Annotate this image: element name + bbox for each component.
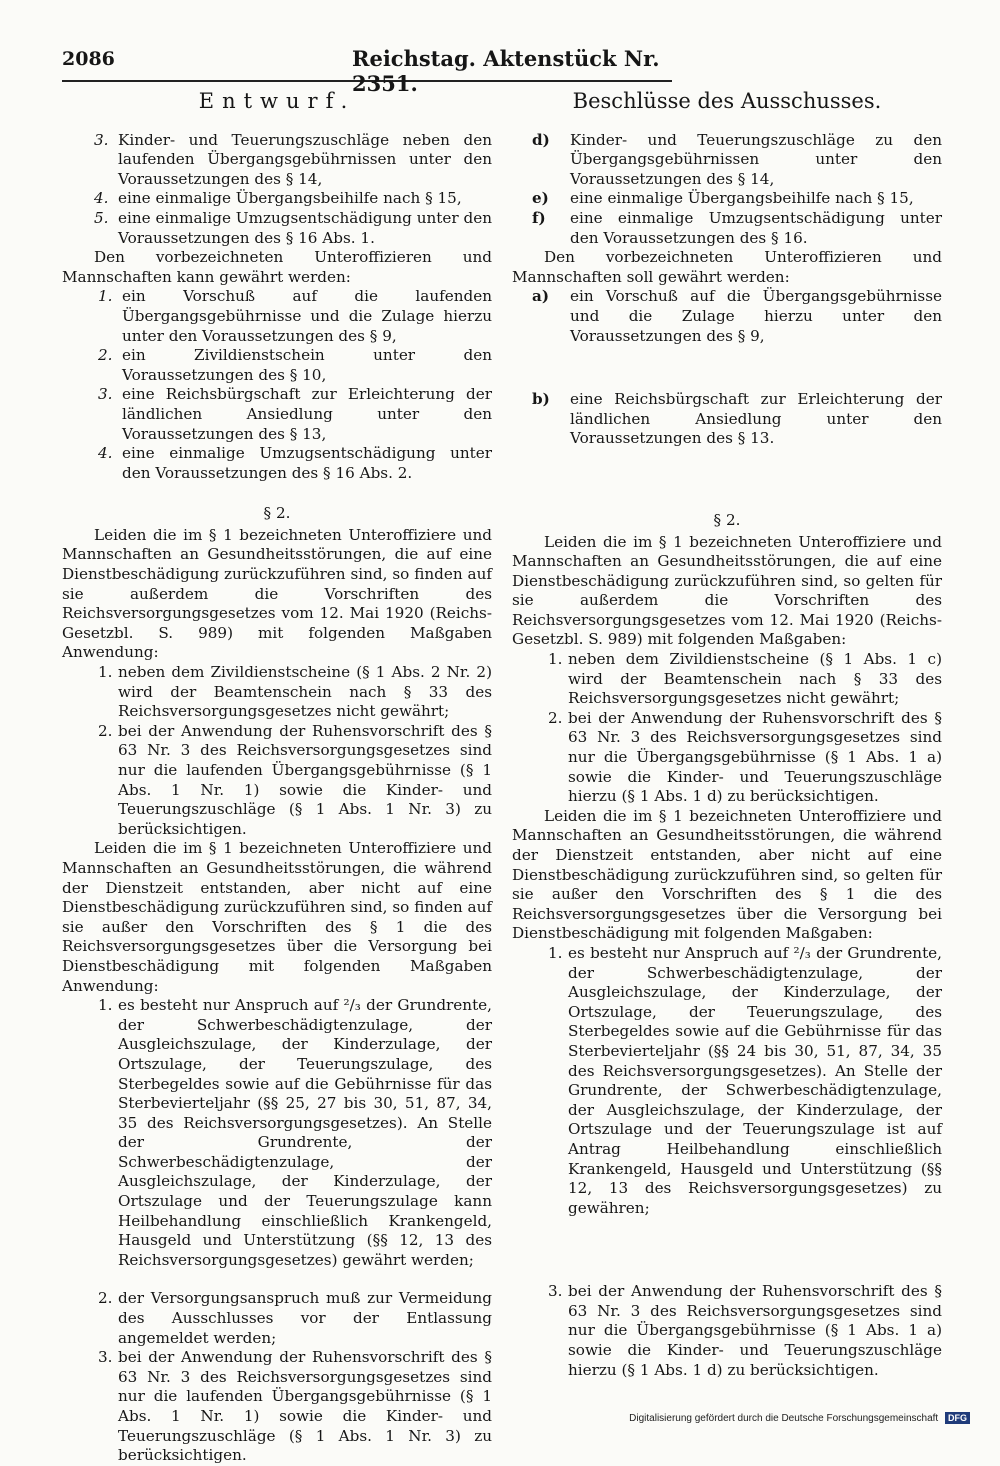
list-item: [512, 709, 942, 807]
paragraph: Den vorbezeichneten Unteroffizieren und Mannschaften soll gewährt werden:: [512, 248, 942, 286]
item-number: 2.: [98, 721, 113, 740]
item-number: e): [532, 189, 549, 208]
left-column-title: Entwurf.: [198, 89, 356, 113]
item-text: bei der Anwendung der Ruhensvorschrift des § 63 Nr. 3 des Reichsversorgungsgesetzes sind nur die laufenden Übergangsgebührnisse (§ 1 Abs. 1 Nr. 1) sowie die Kinder- und Teuerungszuschläge (§ 1 Abs. 1 Nr. 3) zu berücksichtigen.: [118, 721, 492, 838]
item-number: 3.: [98, 385, 113, 404]
item-number: b): [532, 390, 550, 409]
page-header: [62, 46, 672, 96]
credit-text: Digitalisierung gefördert durch die Deutsche Forschungsgemeinschaft: [629, 1413, 939, 1424]
item-number: d): [532, 130, 550, 149]
section-heading: § 2.: [263, 504, 291, 523]
list-item: [62, 385, 492, 444]
item-text: bei der Anwendung der Ruhensvorschrift des § 63 Nr. 3 des Reichsversorgungsgesetzes sind nur die Übergangsgebührnisse (§ 1 Abs. 1 a) sowie die Kinder- und Teuerungszuschläge hierzu (§ 1 Abs. 1 d) zu berücksichtigen.: [568, 708, 942, 806]
digitization-credit: [629, 1412, 970, 1424]
item-number: 1.: [548, 943, 563, 962]
item-text: Kinder- und Teuerungszuschläge neben den laufenden Übergangsgebührnissen unter den Voraussetzungen des § 14,: [118, 130, 492, 188]
dfg-logo: DFG: [945, 1412, 970, 1424]
list-item: [512, 650, 942, 709]
paragraph: Leiden die im § 1 bezeichneten Unteroffiziere und Mannschaften an Gesundheitsstörungen, die auf eine Dienstbeschädigung zurückzuführen sind, so gelten für sie außerdem die Vorschriften des Reichsversorgungsgesetzes vom 12. Mai 1920 (Reichs-Gesetzbl. S. 989) mit folgenden Maßgaben:: [512, 532, 942, 649]
section-heading: § 2.: [713, 510, 741, 529]
list-item: [62, 996, 492, 1270]
right-column: [512, 89, 942, 1380]
item-text: eine einmalige Umzugsentschädigung unter den Voraussetzungen des § 16 Abs. 2.: [122, 444, 492, 482]
list-item: [62, 444, 492, 483]
item-number: a): [532, 287, 550, 306]
list-item: [512, 944, 942, 1218]
list-item: [62, 346, 492, 385]
item-text: Kinder- und Teuerungszuschläge zu den Übergangsgebührnissen unter den Voraussetzungen des § 14,: [570, 130, 942, 188]
list-item: [62, 189, 492, 209]
item-number: 5.: [94, 208, 109, 227]
right-column-title: Beschlüsse des Ausschusses.: [572, 89, 882, 113]
list-item: [512, 287, 942, 346]
paragraph: Leiden die im § 1 bezeichneten Unteroffiziere und Mannschaften an Gesundheitsstörungen, die während der Dienstzeit entstanden, aber nicht auf eine Dienstbeschädigung zurückzuführen sind, so gelten für sie außer den Vorschriften des § 1 die des Reichsversorgungsgesetzes über die Versorgung bei Dienstbeschädigung mit folgenden Maßgaben:: [512, 806, 942, 943]
item-text: bei der Anwendung der Ruhensvorschrift des § 63 Nr. 3 des Reichsversorgungsgesetzes sind nur die Übergangsgebührnisse (§ 1 Abs. 1 a) sowie die Kinder- und Teuerungszuschläge hierzu (§ 1 Abs. 1 d) zu berücksichtigen.: [568, 1282, 942, 1379]
item-text: neben dem Zivildienstscheine (§ 1 Abs. 2 Nr. 2) wird der Beamtenschein nach § 33 des Reichsversorgungsgesetzes nicht gewährt;: [118, 663, 492, 721]
list-item: [62, 1348, 492, 1466]
item-text: eine einmalige Umzugsentschädigung unter den Voraussetzungen des § 16.: [570, 208, 942, 247]
item-number: 3.: [94, 130, 109, 149]
running-title: Reichstag. Aktenstück Nr. 2351.: [352, 46, 660, 96]
list-item: [512, 1282, 942, 1380]
item-text: bei der Anwendung der Ruhensvorschrift des § 63 Nr. 3 des Reichsversorgungsgesetzes sind nur die laufenden Übergangsgebührnisse (§ 1 Abs. 1 Nr. 1) sowie die Kinder- und Teuerungszuschläge (§ 1 Abs. 1 Nr. 3) zu berücksichtigen.: [118, 1348, 492, 1465]
item-number: 2.: [98, 346, 113, 365]
paragraph: Den vorbezeichneten Unteroffizieren und Mannschaften kann gewährt werden:: [62, 248, 492, 286]
list-item: [512, 209, 942, 248]
item-text: eine einmalige Umzugsentschädigung unter den Voraussetzungen des § 16 Abs. 1.: [118, 208, 492, 247]
item-number: 1.: [548, 650, 563, 669]
item-number: 1.: [98, 287, 113, 306]
item-number: 1.: [98, 663, 113, 682]
item-text: eine einmalige Übergangsbeihilfe nach § 15,: [570, 189, 914, 208]
item-number: 3.: [98, 1348, 113, 1367]
item-number: 4.: [98, 444, 113, 463]
item-number: 4.: [94, 189, 109, 208]
list-item: [512, 390, 942, 449]
item-text: ein Zivildienstschein unter den Voraussetzungen des § 10,: [122, 346, 492, 384]
item-text: es besteht nur Anspruch auf ²/₃ der Grundrente, der Schwerbeschädigtenzulage, der Ausgleichszulage, der Kinderzulage, der Ortszulage, der Teuerungszulage, des Sterbegeldes sowie auf die Gebührnisse für das Sterbevierteljahr (§§ 24 bis 30, 51, 87, 34, 35 des Reichsversorgungsgesetzes). An Stelle der Grundrente, der Schwerbeschädigtenzulage, der Ausgleichszulage, der Kinderzulage, der Ortszulage und der Teuerungszulage ist auf Antrag Heilbehandlung einschließlich Krankengeld, Hausgeld und Unterstützung (§§ 12, 13 des Reichsversorgungsgesetzes) zu gewähren;: [568, 943, 942, 1217]
item-text: eine Reichsbürgschaft zur Erleichterung der ländlichen Ansiedlung unter den Voraussetzungen des § 13.: [570, 390, 942, 448]
paragraph: Leiden die im § 1 bezeichneten Unteroffiziere und Mannschaften an Gesundheitsstörungen, die auf eine Dienstbeschädigung zurückzuführen sind, so finden auf sie außerdem die Vorschriften des Reichsversorgungsgesetzes vom 12. Mai 1920 (Reichs-Gesetzbl. S. 989) mit folgenden Maßgaben Anwendung:: [62, 525, 492, 662]
item-number: 1.: [98, 996, 113, 1015]
item-text: neben dem Zivildienstscheine (§ 1 Abs. 1 c) wird der Beamtenschein nach § 33 des Reichsversorgungsgesetzes nicht gewährt;: [568, 650, 942, 708]
list-item: [512, 189, 942, 209]
item-number: 2.: [98, 1289, 113, 1308]
list-item: [512, 131, 942, 190]
list-item: [62, 287, 492, 346]
item-number: 3.: [548, 1282, 563, 1301]
item-text: ein Vorschuß auf die laufenden Übergangsgebührnisse und die Zulage hierzu unter den Voraussetzungen des § 9,: [122, 287, 492, 345]
paragraph: Leiden die im § 1 bezeichneten Unteroffiziere und Mannschaften an Gesundheitsstörungen, die während der Dienstzeit entstanden, aber nicht auf eine Dienstbeschädigung zurückzuführen sind, so finden auf sie außer den Vorschriften des § 1 die des Reichsversorgungsgesetzes über die Versorgung bei Dienstbeschädigung mit folgenden Maßgaben Anwendung:: [62, 839, 492, 995]
item-text: ein Vorschuß auf die Übergangsgebührnisse und die Zulage hierzu unter den Voraussetzungen des § 9,: [570, 287, 942, 345]
item-text: eine Reichsbürgschaft zur Erleichterung der ländlichen Ansiedlung unter den Voraussetzungen des § 13,: [122, 385, 492, 443]
item-text: der Versorgungsanspruch muß zur Vermeidung des Ausschlusses vor der Entlassung angemeldet werden;: [118, 1289, 492, 1347]
item-text: eine einmalige Übergangsbeihilfe nach § 15,: [118, 189, 462, 208]
list-item: [62, 1289, 492, 1348]
item-number: f): [532, 208, 546, 227]
item-number: 2.: [548, 708, 563, 727]
list-item: [62, 131, 492, 190]
left-column: [62, 89, 492, 1466]
list-item: [62, 209, 492, 248]
page-number: 2086: [62, 48, 115, 70]
list-item: [62, 722, 492, 840]
item-text: es besteht nur Anspruch auf ²/₃ der Grundrente, der Schwerbeschädigtenzulage, der Ausgleichszulage, der Kinderzulage, der Ortszulage, der Teuerungszulage, des Sterbegeldes sowie auf die Gebührnisse für das Sterbevierteljahr (§§ 25, 27 bis 30, 51, 87, 34, 35 des Reichsversorgungsgesetzes). An Stelle der Grundrente, der Schwerbeschädigtenzulage, der Ausgleichszulage, der Kinderzulage, der Ortszulage und der Teuerungszulage kann Heilbehandlung einschließlich Krankengeld, Hausgeld und Unterstützung (§§ 12, 13 des Reichsversorgungsgesetzes) gewährt werden;: [118, 996, 492, 1269]
list-item: [62, 663, 492, 722]
